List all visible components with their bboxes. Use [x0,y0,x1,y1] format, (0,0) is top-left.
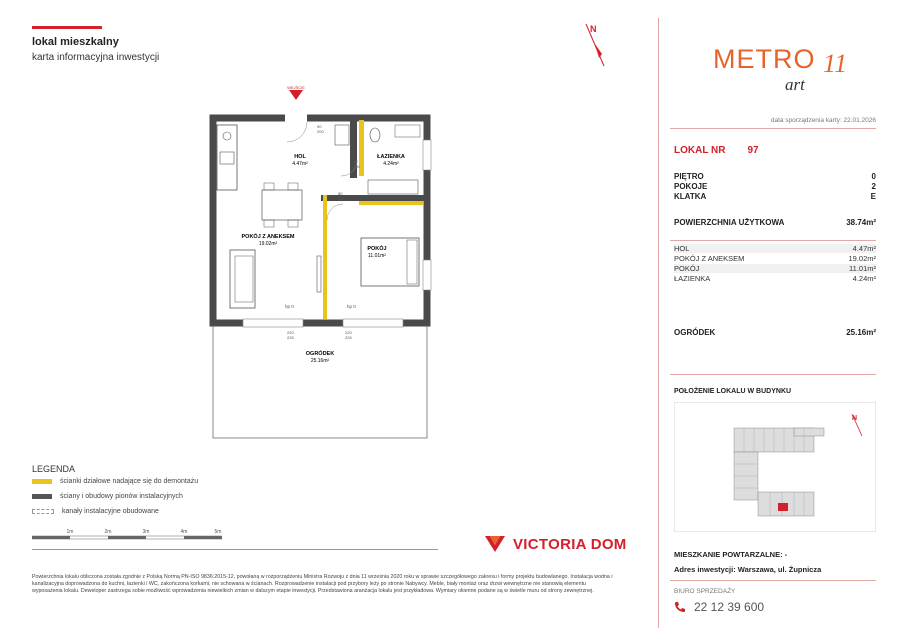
logo-art-word: art [785,75,805,94]
legend-item-channels: kanały instalacyjne obudowane [32,508,159,515]
window-dim-2: 226 [287,335,294,340]
mieszkanie-powtarzalne: MIESZKANIE POWTARZALNE: - [674,550,788,559]
compass-icon [580,18,610,70]
window-dim-4: 226 [345,335,352,340]
header-accent-bar [32,26,102,29]
legend-swatch-yellow [32,479,52,484]
bathtub [368,180,418,194]
row-powierzchnia: POWIERZCHNIA UŻYTKOWA 38.74m² [674,218,876,227]
lokal-heading [674,145,759,156]
window-bottom-right [343,319,403,327]
door-dim-5: 80 [338,191,343,196]
developer-name: VICTORIA DOM [513,535,627,553]
room-label-pokoj: POKÓJ [367,246,387,252]
hp-label-2: hp 0 [347,304,356,309]
window-dim-1: 220 [287,330,294,335]
entry-label: WEJŚCIE [287,85,305,90]
hp-label-1: hp 0 [285,304,294,309]
victoria-dom-logo-icon [483,532,507,556]
developer-logo [483,532,627,556]
washbasin [395,125,420,137]
legend-item-demountable: ścianki działowe nadające się do demontażu [32,478,198,485]
room-label-pokoj-aneks: POKÓJ Z ANEKSEM [241,234,295,240]
room-area-lazienka: 4.24m² [383,161,399,167]
room-label-ogrodek: OGRÓDEK [305,351,335,357]
scale-label-2m: 2m [104,529,112,535]
scale-label-3m: 3m [142,529,150,535]
dining-table [262,190,302,220]
legend-swatch-dashed [32,509,54,514]
row-ogrodek: OGRÓDEK 25.16m² [674,328,876,337]
room-area-ogrodek: 25.16m² [310,358,330,364]
room-label-lazienka: ŁAZIENKA [377,154,405,160]
shower [335,125,349,145]
tv-unit [317,256,321,292]
scale-label-1m: 1m [66,529,74,535]
toilet [370,128,380,142]
room-area-pokoj: 11.01m² [368,253,386,259]
vertical-divider [658,18,659,628]
logo-metro-word: METRO [713,44,816,74]
building-location-plan [674,402,876,532]
separator-1 [670,128,876,129]
floor-plan [185,80,455,440]
date-label: data sporządzenia karty: 22.01.2026 [770,117,876,124]
door-arc-room [327,204,343,220]
sofa [230,250,255,308]
unit-location-marker [778,503,788,511]
phone-number[interactable]: 22 12 39 600 [694,600,765,614]
garden-outline [213,323,427,438]
door-dim-3: 80 [353,159,358,164]
window-dim-3: 220 [345,330,352,335]
phone-icon [674,601,686,613]
sales-office-label: BIURO SPRZEDAŻY [674,588,736,595]
window-right-1 [423,140,431,170]
separator-2 [670,240,876,241]
scale-bar [32,526,222,542]
room-area-hol: 4.47m² [292,161,308,167]
window-right-2 [423,260,431,290]
logo-number: 11 [823,49,848,78]
entry-arrow-icon [289,90,303,100]
window-bottom-left [243,319,303,327]
demountable-wall-3 [359,201,423,205]
lokal-label: LOKAL NR [674,145,726,156]
row-klatka: KLATKA E [674,192,876,201]
legend-title: LEGENDA [32,464,76,474]
legend-swatch-gray [32,494,52,499]
door-dim-6: 200 [338,196,345,201]
wall-bath-bottom [321,195,427,201]
room-label-hol: HOL [294,154,306,160]
room-row-pokoj: POKÓJ 11.01m² [674,264,876,273]
page-subtitle: karta informacyjna inwestycji [32,52,160,63]
door-dim-2: 200 [317,129,324,134]
scale-label-5m: 5m [214,529,222,535]
location-heading: POŁOŻENIE LOKALU W BUDYNKU [674,388,792,395]
room-row-pokoj-aneks: POKÓJ Z ANEKSEM 19.02m² [674,254,876,263]
compass-letter: N [590,24,597,34]
door-dim-1: 90 [317,124,322,129]
separator-4 [670,580,876,581]
demountable-wall-2 [323,195,327,319]
room-row-lazienka: ŁAZIENKA 4.24m² [674,274,876,283]
bottom-divider [32,549,438,550]
disclaimer-text: Powierzchnia lokalu obliczona została zgodnie z Polską Normą PN-ISO 9836:2015-12, powołaną w rozporządzeniu Ministra Rozwoju z dnia 11 września 2020 roku w sprawie szczegółowego zakresu i formy projektu budowlanego. Instalacja wodna i kanalizacyjna doprowadzona do kuchni, łazienki i WC, zakończona korkami, nie schowana w ścianach. Rozprowadzenie instalacji pod przybory leży po stronie Nabywcy. Meble, biały montaż oraz drzwi wewnętrzne nie stanowią elementu wyposażenia lokalu. Deweloper zastrzega sobie możliwość wprowadzenia niewielkich zmian w dalszym etapie inwestycji. Przedstawiona aranżacja lokalu jest przykładowa. Wymiary okienne podane są w świetle muru od strony zewnętrznej. [32,574,613,595]
separator-3 [670,374,876,375]
lokal-number: 97 [747,145,759,156]
door-arc-entry [287,122,307,142]
demountable-wall-1 [359,120,364,176]
wall-bath-left [350,118,357,178]
phone-contact[interactable] [674,600,764,614]
legend-item-walls: ściany i obudowy pionów instalacyjnych [32,493,183,500]
mini-compass-letter: N [852,415,858,422]
investment-address: Adres inwestycji: Warszawa, ul. Żupnicza [674,565,822,574]
entry-gap [285,114,307,122]
door-dim-4: 200 [353,164,360,169]
row-pietro: PIĘTRO 0 [674,172,876,181]
page-title: lokal mieszkalny [32,36,119,48]
scale-label-4m: 4m [180,529,188,535]
metro-art-logo [713,40,848,100]
row-pokoje: POKOJE 2 [674,182,876,191]
room-row-hol: HOL 4.47m² [674,244,876,253]
room-area-pokoj-aneks: 19.02m² [258,241,278,247]
